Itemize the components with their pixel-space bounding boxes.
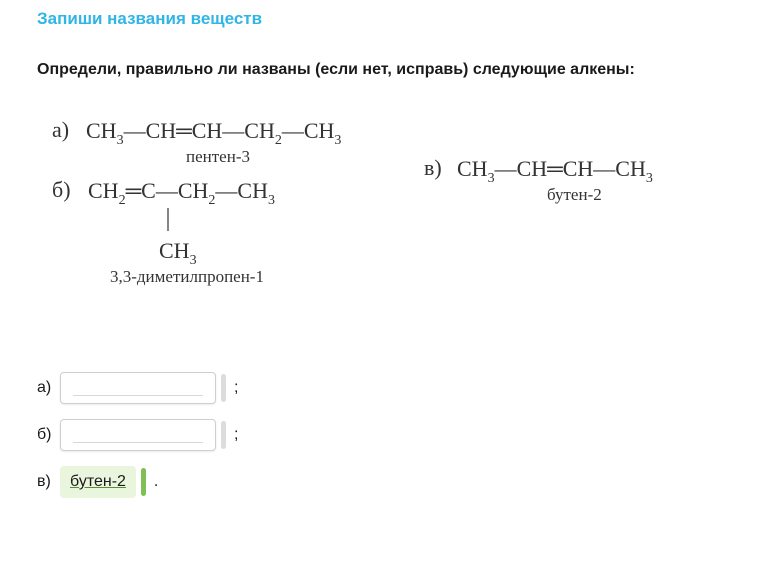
- formula-a-structure: $CH_3—CH═CH—CH_2—CH_3$: [86, 118, 342, 148]
- answer-input-b[interactable]: [60, 419, 216, 451]
- answer-status-a: [221, 374, 226, 402]
- formula-b-branch: $CH_3$: [159, 238, 197, 268]
- answer-status-b: [221, 421, 226, 449]
- formula-a-caption: пентен-3: [186, 147, 250, 166]
- formula-b-label: б): [52, 177, 71, 202]
- formula-a-label: а): [52, 117, 70, 142]
- answer-label-a: а): [37, 379, 52, 396]
- formula-v-caption: бутен-2: [547, 185, 602, 204]
- answer-label-b: б): [37, 426, 52, 443]
- formula-v-label: в): [424, 155, 442, 180]
- formula-v-structure: $CH_3—CH═CH—CH_3$: [457, 156, 653, 186]
- answer-row-v: [37, 465, 158, 499]
- answer-row-b: [37, 418, 238, 452]
- task-title: Запиши названия веществ: [37, 9, 263, 28]
- answer-label-v: в): [37, 473, 51, 490]
- answer-value-v: бутен-2: [70, 473, 126, 490]
- answer-input-a[interactable]: [60, 372, 216, 404]
- answer-status-v: [141, 468, 146, 496]
- answer-separator-a: ;: [234, 379, 239, 396]
- answer-separator-v: .: [153, 473, 159, 490]
- formula-b-caption: 3,3-диметилпропен-1: [110, 267, 264, 286]
- answer-separator-b: ;: [234, 426, 239, 443]
- question-text: Определи, правильно ли названы (если нет, исправь) следующие алкены:: [37, 61, 635, 78]
- answer-row-a: [37, 371, 238, 405]
- answer-input-v[interactable]: [60, 466, 136, 498]
- formula-b-structure: $CH_2═C—CH_2—CH_3$: [88, 178, 275, 208]
